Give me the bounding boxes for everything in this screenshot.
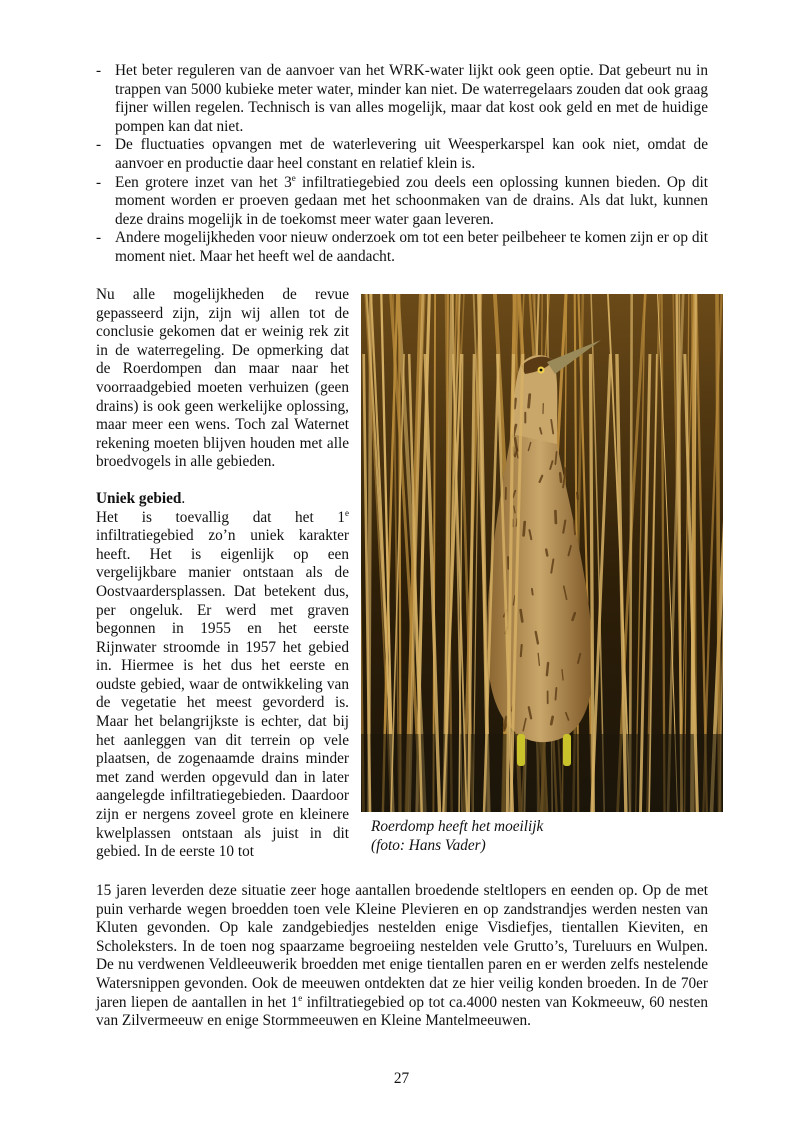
bittern-photo [361,294,723,812]
bird-streak [555,511,556,523]
bullet-dash: - [96,173,102,191]
superscript: e [345,507,349,518]
bird-streak [547,663,548,675]
photo-caption [371,818,711,855]
bird-streak [560,473,561,482]
bird-streak [524,522,525,535]
bird-streak [565,468,566,475]
superscript: e [298,992,303,1003]
paragraph-text-part: 15 jaren leverden deze situatie zeer hoge aantallen broedende steltlopers en eenden op. Op de met puin verharde wegen broedden toen vele Kleine Plevieren en op zandstrandjes werden nesten van Kluten gevonden. Op kale zandgebiedjes nestelden enige Visdiefjes, tientallen Kieviten, en Scholeksters. In de toen nog spaarzame begroeiing nestelden vele Grutto’s, Tureluurs en Wulpen. De nu verdwenen Veldleeuwerik broedden met enige tientallen paren en er werden zelfs nestelende Watersnippen gevonden. Ook de meeuwen ontdekten dat ze hier veilig konden broeden. In de 70er jaren liepen de aantallen in het 1 [96,882,708,1011]
bullet-item [96,62,708,136]
bird-streak [529,395,530,408]
bird-leg [517,734,525,766]
bullet-text-part: Een grotere inzet van het 3 [115,173,292,191]
bird-streak [556,688,557,700]
left-column [96,286,349,862]
bird-streak [532,589,533,595]
caption-credit: (foto: Hans Vader) [371,836,486,854]
superscript: e [291,172,296,183]
bird-leg [563,734,571,766]
bullet-dash: - [96,229,102,247]
bittern-illustration [361,294,723,812]
paragraph-text-part: infiltratiegebied op tot ca.4000 nesten van Kokmeeuw, 60 nesten van Zilvermeeuw en enige Stormmeeuwen en Kleine Mantelmeeuwen. [96,993,708,1030]
bird-pupil [540,369,543,372]
section-heading-line [96,490,349,509]
section-heading: Uniek gebied [96,489,182,507]
bird-streak [555,452,556,464]
paragraph-gap [96,472,349,490]
bullet-dash: - [96,62,102,79]
bullet-item [96,174,708,230]
bullet-text: De fluctuaties opvangen met de waterlevering uit Weesperkarspel kan ook niet, omdat de aanvoer en productie daar heel constant en relatief klein is. [115,136,708,172]
bird-streak [574,522,575,535]
bullet-text: Andere mogelijkheden voor nieuw onderzoek om tot een beter peilbeheer te komen zijn er op dit moment niet. Maar het heeft wel de aandacht. [115,229,708,265]
bird-streak [551,717,553,724]
paragraph-revue: Nu alle mogelijkheden de revue gepasseerd zijn, zijn wij allen tot de conclusie gekomen dat er weinig rek zit in de waterregeling. De opmerking dat de Roerdompen dan maar naar het voorraadgebied moeten verhuizen (geen drains) is ook geen werkelijke oplossing, maar meer een wens. Toch zal Waternet rekening moeten blijven houden met alle broedvogels in alle gebieden. [96,286,349,471]
bullet-item [96,229,708,266]
bird-streak [515,399,516,409]
bullet-text [115,174,708,228]
bird-streak [546,550,547,556]
bullet-dash: - [96,136,102,154]
paragraph-text-part: infiltratiegebied zo’n uniek karakter heeft. Het is eigenlijk op een vergelijkbare manier ontstaan als de Oostvaardersplassen. Dat betekent dus, per ongeluk. Er werd met graven begonnen in 1955 en het eerste Rijnwater stroomde in 1957 het gebied in. Hiermee is het dus het eerste en oudste gebied, waar de ontwikkeling van de vegetatie het meest gevorderd is. Maar het belangrijkste is echter, dat bij het aanleggen van dit terrein op vele plaatsen, de zogenaamde drains minder met zand werden opgevuld dan in later aangelegde infiltratiegebieden. Daardoor zijn er nergens zoveel grote en kleinere kwelplassen ontstaan als juist in dit gebied. In de eerste 10 tot [96,527,349,861]
bullet-text-part: infiltratiegebied zou deels een oplossing kunnen bieden. Op dit moment worden er proeven gedaan met het schoonmaken van de drains. Als dat lukt, kunnen deze drains mogelijk in de toekomst meer water gaan leveren. [115,173,708,228]
paragraph-text-part: Het is toevallig dat het 1 [96,508,345,526]
bullet-item [96,136,708,173]
water-surface [361,734,723,812]
bird-streak [521,645,522,656]
bullet-list [96,62,708,267]
paragraph-bottom [96,882,708,1031]
caption-title: Roerdomp heeft het moeilijk [371,818,544,835]
paragraph-uniek [96,509,349,862]
page-number: 27 [393,1070,410,1087]
bullet-text: Het beter reguleren van de aanvoer van het WRK-water lijkt ook geen optie. Dat gebeurt nu in trappen van 5000 kubieke meter water, minder kan niet. De waterregelaars zouden dat ook graag fijner willen regelen. Technisch is van alles mogelijk, maar dat kost ook geld en met de huidige pompen kan dat niet. [115,62,708,135]
bird-streak [577,493,578,499]
bird-streak [521,610,523,621]
section-heading-period: . [181,489,186,507]
